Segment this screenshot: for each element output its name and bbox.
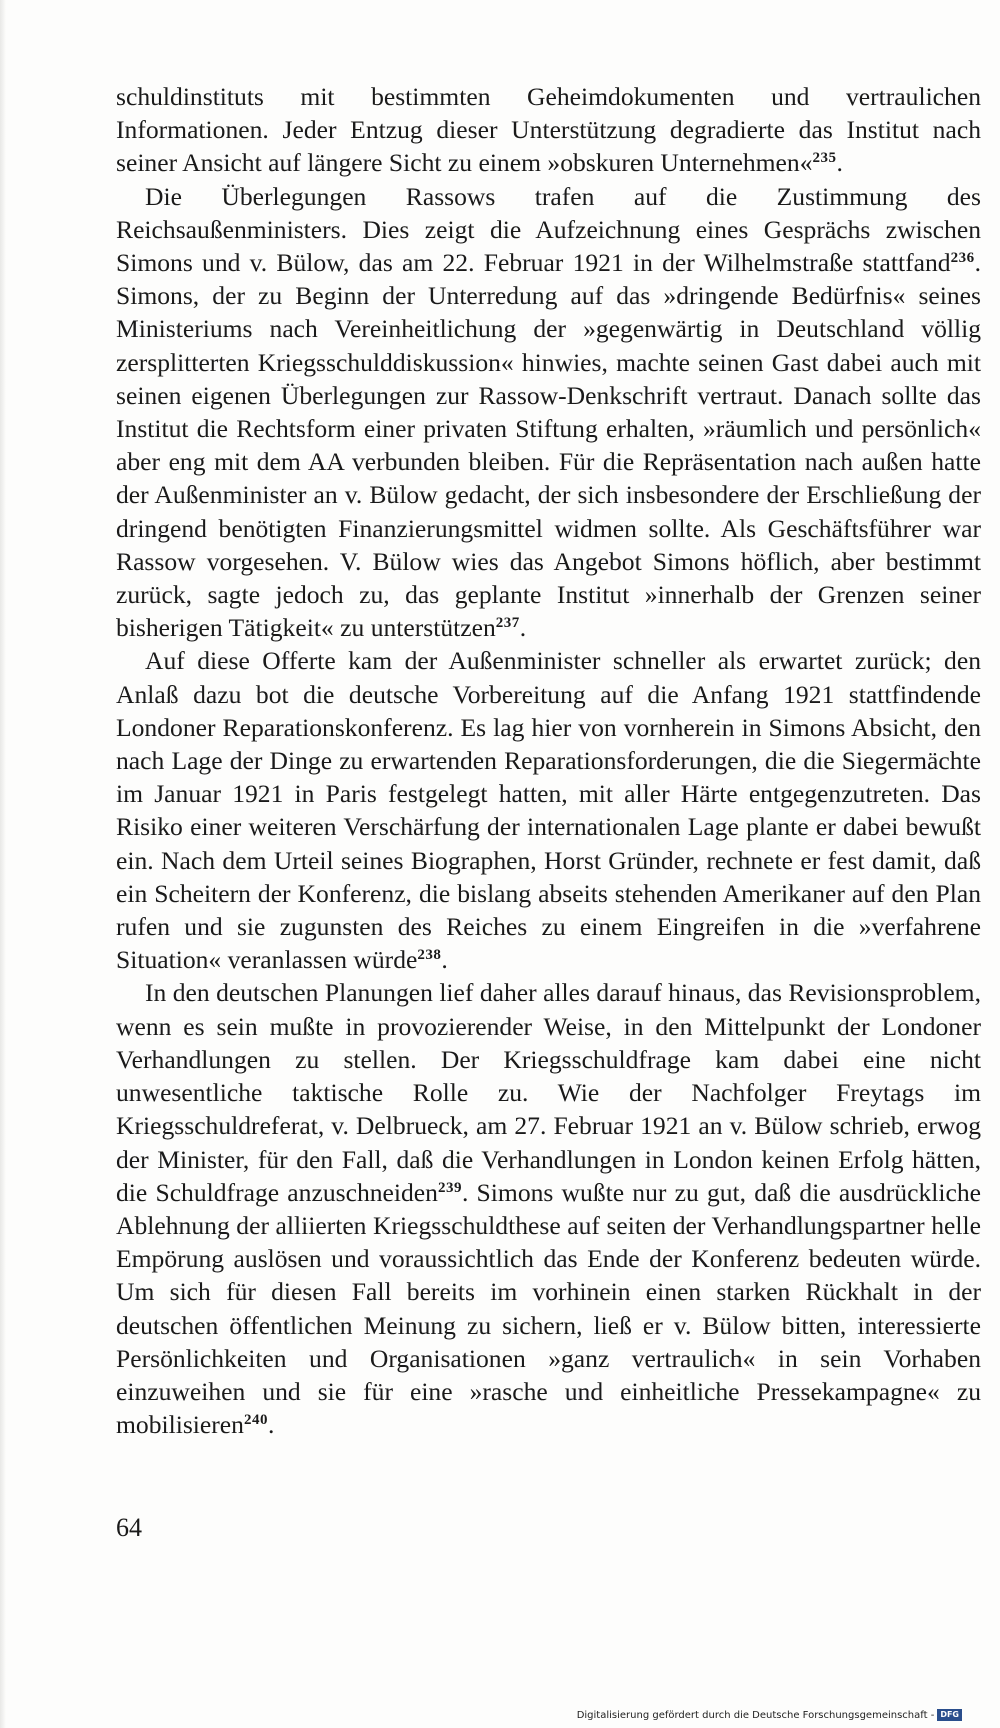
footnote-ref: 238: [417, 947, 442, 964]
digitization-credit: [577, 1709, 962, 1721]
text-run: . Simons, der zu Beginn der Unterredung auf das »dringende Bedürfnis« seines Ministeriums nach Vereinheitlichung der »gegenwärtig in Deutschland völlig zersplitterten Kriegsschulddiskussion« hinwies, machte seinen Gast dabei auch mit seinen eigenen Überlegungen zur Rassow-Denkschrift vertraut. Danach sollte das Institut die Rechtsform einer privaten Stiftung erhalten, »räumlich und persönlich« aber eng mit dem AA verbunden bleiben. Für die Repräsentation nach außen hatte der Außenminister an v. Bülow gedacht, der sich insbesondere der Erschließung der dringend benötigten Finanzierungsmittel widmen sollte. Als Geschäftsführer war Rassow vorgesehen. V. Bülow wies das Angebot Simons höflich, aber bestimmt zurück, sagte jedoch zu, das geplante Institut »innerhalb der Grenzen seiner bisherigen Tätigkeit« zu unterstützen: [116, 248, 981, 643]
text-run: Auf diese Offerte kam der Außenminister schneller als erwartet zurück; den Anlaß dazu bot die deutsche Vorbereitung auf die Anfang 1921 stattfindende Londoner Reparationskonferenz. Es lag hier von vornherein in Simons Absicht, den nach Lage der Dinge zu erwartenden Reparationsforderungen, die die Siegermächte im Januar 1921 in Paris festgelegt hatten, mit aller Härte entgegenzutreten. Das Risiko einer weiteren Verschärfung der internationalen Lage plante er dabei bewußt ein. Nach dem Urteil seines Biographen, Horst Gründer, rechnete er fest damit, daß ein Scheitern der Konferenz, die bislang abseits stehenden Amerikaner auf den Plan rufen und sie zugunsten des Reiches zu einem Eingreifen in die »verfahrene Situation« veranlassen würde: [116, 646, 981, 975]
dfg-logo-icon: DFG: [937, 1709, 962, 1721]
text-run: Die Überlegungen Rassows trafen auf die Zustimmung des Reichsaußenministers. Dies zeigt die Aufzeichnung eines Gesprächs zwischen Simons und v. Bülow, das am 22. Februar 1921 in der Wilhelmstraße stattfand: [116, 181, 981, 278]
paragraph-1: [116, 80, 981, 180]
text-run: .: [267, 1410, 275, 1440]
page-edge-shadow: [0, 0, 6, 1728]
text-run: .: [519, 613, 527, 643]
text-run: .: [441, 945, 448, 975]
footnote-ref: 235: [812, 150, 837, 167]
text-run: schuldinstituts mit bestimmten Geheimdokumenten und vertraulichen Informationen. Jeder Entzug dieser Unterstützung degradierte das Institut nach seiner Ansicht auf längere Sicht zu einem »obskuren Unternehmen«: [116, 82, 981, 178]
text-run: In den deutschen Planungen lief daher alles darauf hinaus, das Revisionsproblem, wenn es sein mußte in provozierender Weise, in den Mittelpunkt der Londoner Verhandlungen zu stellen. Der Kriegsschuldfrage kam dabei eine nicht unwesentliche taktische Rolle zu. Wie der Nachfolger Freytags im Kriegsschuldreferat, v. Delbrueck, am 27. Februar 1921 an v. Bülow schrieb, erwog der Minister, für den Fall, daß die Verhandlungen in London keinen Erfolg hätten, die Schuldfrage anzuschneiden: [116, 978, 981, 1207]
footnote-ref: 236: [950, 250, 975, 267]
paragraph-3: [116, 644, 981, 976]
text-run: .: [836, 148, 843, 178]
footnote-ref: 239: [437, 1179, 462, 1196]
footnote-ref: 240: [243, 1412, 268, 1429]
credit-text: Digitalisierung gefördert durch die Deutsche Forschungsgemeinschaft -: [576, 1709, 935, 1721]
text-run: . Simons wußte nur zu gut, daß die ausdrückliche Ablehnung der alliierten Kriegsschuldthese auf seiten der Verhandlungspartner helle Empörung auslösen und voraussichtlich das Ende der Konferenz bedeuten würde. Um sich für diesen Fall bereits im vorhinein einen starken Rückhalt in der deutschen öffentlichen Meinung zu sichern, ließ er v. Bülow bitten, interessierte Persönlichkeiten und Organisationen »ganz vertraulich« in sein Vorhaben einzuweihen und sie für eine »rasche und einheitliche Pressekampagne« zu mobilisieren: [116, 1177, 981, 1440]
page-number: 64: [116, 1513, 142, 1542]
paragraph-2: [116, 180, 981, 645]
paragraph-4: [116, 976, 981, 1441]
body-text: [116, 80, 981, 1441]
footnote-ref: 237: [495, 615, 520, 632]
